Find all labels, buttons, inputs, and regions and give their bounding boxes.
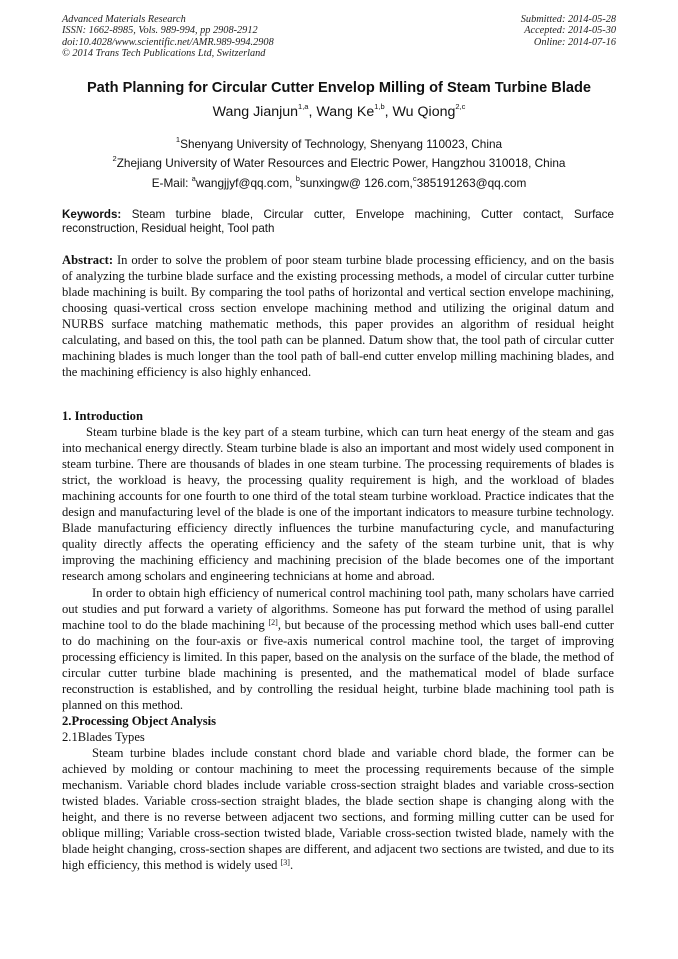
author-name: Wang Jianjun — [212, 104, 299, 120]
section-introduction — [62, 408, 614, 873]
journal-doi: doi:10.4028/www.scientific.net/AMR.989-994.2908 — [62, 36, 274, 48]
journal-issn: ISSN: 1662-8985, Vols. 989-994, pp 2908-2912 — [62, 25, 258, 37]
keywords-label: Keywords: — [62, 208, 122, 221]
keywords — [62, 208, 614, 236]
author-list: Wang Jianjun$^{1,a}$, Wang Ke$^{1,b}$, Wu Qiong$^{2,c}$ — [212, 102, 466, 120]
abstract — [62, 252, 614, 380]
paragraph: Steam turbine blade is the key part of a steam turbine, which can turn heat energy of the steam and gas into mechanical energy directly. Steam turbine blade is also an important and most widely used component in steam turbine. There are thousands of blades in one steam turbine. The processing requirements of blades is strict, the workload is heavy, the processing quality requirement is high, and the workload of blades machining accounts for one fourth to one third of the total steam turbine workload. Practice indicates that the design and manufacturing level of the blade is one of the important indicators to measure turbine technology. Blade manufacturing efficiency directly influences the turbine manufacturing cycle, and manufacturing quality directly affects the operating efficiency and the safety of the steam turbine unit, that is why improving the machining efficiency and machining precision of the blade becomes one of the important research among scholars and engineering technicians at home and abroad. — [62, 425, 614, 584]
journal-name: Advanced Materials Research — [62, 14, 186, 25]
author-sup: 1,a — [298, 102, 309, 111]
author-sup: 2,c — [455, 102, 466, 111]
citation: [2] — [268, 617, 278, 627]
journal-copyright: © 2014 Trans Tech Publications Ltd, Switzerland — [62, 47, 266, 59]
citation: [3] — [280, 858, 290, 868]
journal-header — [62, 14, 274, 59]
author-name: Wu Qiong — [392, 104, 456, 120]
paper-title: Path Planning for Circular Cutter Envelop Milling of Steam Turbine Blade — [86, 80, 592, 96]
accepted-date: Accepted: 2014-05-30 — [524, 25, 616, 37]
author-sup: 1,b — [374, 102, 385, 111]
author-name: Wang Ke — [316, 104, 375, 120]
abstract-text: In order to solve the problem of poor steam turbine blade processing efficiency, and on the basis of analyzing the turbine blade surface and the existing processing methods, a model of circular cutter turbine blade machining is built. By comparing the tool paths of horizontal and vertical section envelope machining, choosing quasi-vertical cross section envelope machining method and utilizing the original datum and NURBS surface matching mathematic methods, this paper provides an algorithm of residual height calculating, and based on this, the tool path can be planned. Datum show that, the tool path of circular cutter machining blades is much longer than the tool path of ball-end cutter envelop milling machining blades, and the machining efficiency is also highly enhanced. — [62, 253, 614, 380]
section-heading: 2.Processing Object Analysis — [62, 713, 217, 728]
paragraph: In order to obtain high efficiency of numerical control machining tool path, many scholars have carried out studies and put forward a variety of algorithms. Someone has put forward the method of using parallel machine tool to do the blade machining [2], but because of the processing method which uses ball-end cutter to do machining on the four-axis or five-axis numerical control machine tool, the target of improving processing efficiency is limited. In this paper, based on the analysis on the surface of the blade, the method of circular cutter turbine blade machining is presented, and the mathematical model of blade surface reconstruction is established, and by controlling the residual height, turbine blade machining tool path is planned on this method. — [62, 585, 614, 712]
affiliation-1: $^1$Shenyang University of Technology, Shenyang 110023, China — [175, 135, 503, 151]
email-a: wangjjyf@qq.com, — [195, 176, 296, 190]
online-date: Online: 2014-07-16 — [533, 36, 616, 48]
paragraph: Steam turbine blades include constant chord blade and variable chord blade, the former can be achieved by molding or contour machining to meet the processing requirements because of the simple mechanism. Variable chord blades include variable cross-section straight blades and variable cross-section twisted blades. Variable cross-section straight blades, the blade section shape is changing along with the height, and there is no reverse between adjacent two sections, and forming milling cutter can be used for oblique milling; Variable cross-section twisted blade, Variable cross-section twisted blade, namely with the blade height changing, cross-section shapes are different, and adjacent two sections are twisted, and due to its high efficiency, this method is widely used [3]. — [62, 745, 614, 873]
subsection-heading: 2.1Blades Types — [62, 729, 145, 744]
keywords-text: Steam turbine blade, Circular cutter, Envelope machining, Cutter contact, Surface reconstruction, Residual height, Tool path — [62, 208, 614, 235]
email-b: sunxingw@ 126.com, — [299, 176, 413, 190]
section-heading: 1. Introduction — [62, 409, 143, 423]
affiliation-2: $^2$Zhejiang University of Water Resources and Electric Power, Hangzhou 310018, China — [112, 154, 566, 170]
email-c: 385191263@qq.com — [416, 176, 527, 190]
abstract-label: Abstract: — [62, 253, 114, 267]
dates-header — [521, 14, 616, 48]
submitted-date: Submitted: 2014-05-28 — [520, 14, 616, 25]
email-line: E-Mail: $^a$wangjjyf@qq.com, $^b$sunxingw@ 126.com,$^c$385191263@qq.com — [151, 174, 527, 190]
